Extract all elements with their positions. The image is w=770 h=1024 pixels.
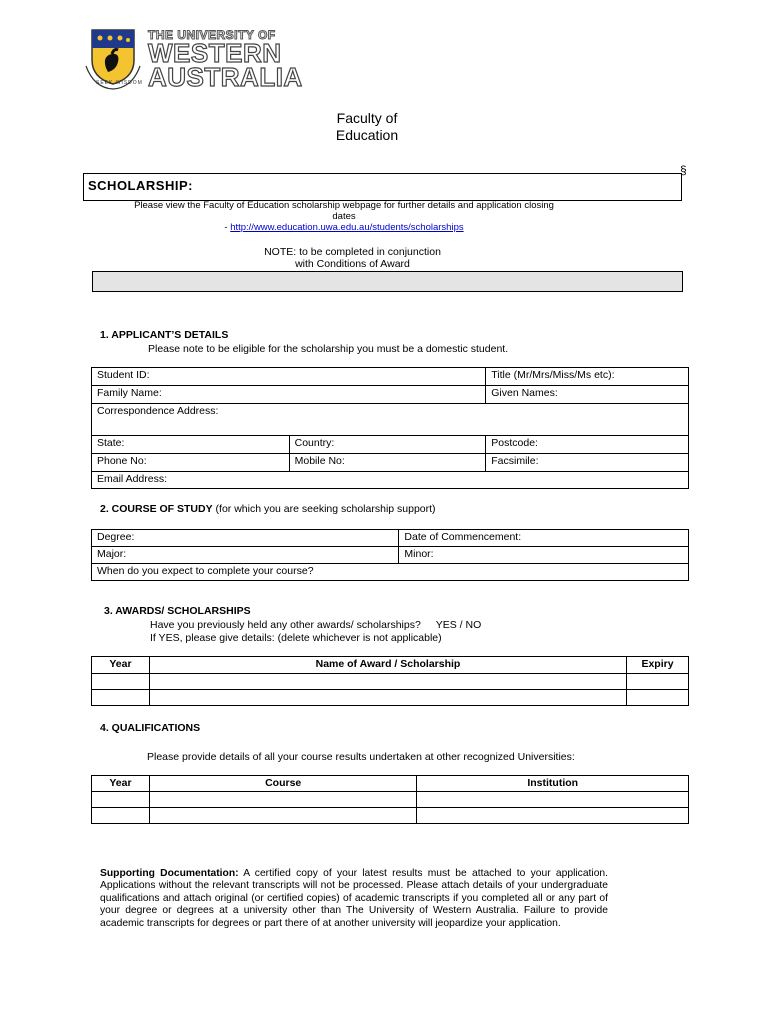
note-line2: with Conditions of Award — [295, 258, 410, 270]
table-row — [92, 808, 689, 824]
faculty-title-line2: Education — [335, 127, 399, 143]
conditions-note — [230, 246, 475, 270]
given-names-field[interactable]: Given Names: — [486, 386, 689, 404]
supporting-text: A certified copy of your latest results must be attached to your application. Applications without the relevant transcripts will not be processed. Please attach details of your undergraduate qualifications and attach original (or certified copies) of academic transcripts if you completed all or any part of your degree or degrees at a university other than The University of Western Australia. Failure to provide academic transcripts for degrees or part there of at another university will jeopardize your application. — [100, 868, 609, 929]
qual-cell[interactable] — [149, 792, 417, 808]
awards-cell[interactable] — [92, 690, 150, 706]
office-use-bar — [92, 271, 683, 292]
postcode-field[interactable]: Postcode: — [486, 436, 689, 454]
info-line1: Please view the Faculty of Education scholarship webpage for further details and application closing — [134, 200, 554, 211]
email-field[interactable]: Email Address: — [92, 472, 689, 489]
address-field[interactable]: Correspondence Address: — [92, 404, 689, 436]
student-id-field[interactable]: Student ID: — [92, 368, 486, 386]
qual-col-course: Course — [149, 776, 417, 792]
awards-col-name: Name of Award / Scholarship — [149, 657, 626, 674]
section2-heading: 2. COURSE OF STUDY — [100, 503, 213, 515]
course-of-study-table — [91, 529, 689, 581]
qual-cell[interactable] — [92, 808, 150, 824]
supporting-label: Supporting Documentation: — [100, 868, 239, 879]
awards-cell[interactable] — [149, 690, 626, 706]
applicant-details-table — [91, 367, 689, 489]
crest-motto: SEEK WISDOM — [96, 80, 143, 86]
section-mark: § — [680, 163, 687, 177]
section3-heading: 3. AWARDS/ SCHOLARSHIPS — [104, 605, 251, 617]
title-field[interactable]: Title (Mr/Mrs/Miss/Ms etc): — [486, 368, 689, 386]
awards-cell[interactable] — [627, 690, 689, 706]
awards-question-line — [150, 619, 481, 631]
major-field[interactable]: Major: — [92, 547, 399, 564]
faculty-title-line1: Faculty of — [336, 110, 398, 126]
facsimile-field[interactable]: Facsimile: — [486, 454, 689, 472]
qualifications-table — [91, 775, 689, 824]
awards-question: Have you previously held any other awards/ scholarships? — [150, 619, 421, 631]
university-name-line1: THE UNIVERSITY OF — [148, 28, 276, 42]
qual-cell[interactable] — [417, 792, 689, 808]
scholarship-webpage-link[interactable]: http://www.education.uwa.edu.au/students/scholarships — [230, 222, 464, 233]
university-name-line2: WESTERN — [148, 38, 282, 68]
table-row — [92, 792, 689, 808]
link-prefix: - — [224, 222, 231, 233]
mobile-field[interactable]: Mobile No: — [289, 454, 486, 472]
note-line1: NOTE: to be completed in conjunction — [264, 246, 441, 258]
completion-field[interactable]: When do you expect to complete your course? — [92, 564, 689, 581]
info-line2: dates — [332, 211, 356, 222]
state-field[interactable]: State: — [92, 436, 290, 454]
phone-field[interactable]: Phone No: — [92, 454, 290, 472]
qual-cell[interactable] — [92, 792, 150, 808]
country-field[interactable]: Country: — [289, 436, 486, 454]
university-name-line3: AUSTRALIA — [148, 62, 303, 92]
qual-col-institution: Institution — [417, 776, 689, 792]
scholarship-info — [112, 200, 576, 233]
table-row — [92, 690, 689, 706]
section2-heading-suffix: (for which you are seeking scholarship support) — [212, 503, 436, 515]
qual-col-year: Year — [92, 776, 150, 792]
awards-table — [91, 656, 689, 706]
commencement-field[interactable]: Date of Commencement: — [399, 530, 689, 547]
scholarship-label: SCHOLARSHIP: — [88, 178, 193, 193]
degree-field[interactable]: Degree: — [92, 530, 399, 547]
yes-no-option[interactable]: YES / NO — [435, 619, 482, 631]
awards-cell[interactable] — [627, 674, 689, 690]
awards-col-expiry: Expiry — [627, 657, 689, 674]
section4-note: Please provide details of all your course results undertaken at other recognized Universities: — [147, 751, 575, 763]
section4-heading: 4. QUALIFICATIONS — [100, 722, 201, 734]
family-name-field[interactable]: Family Name: — [92, 386, 486, 404]
faculty-title — [300, 110, 434, 144]
qual-cell[interactable] — [417, 808, 689, 824]
table-row — [92, 674, 689, 690]
minor-field[interactable]: Minor: — [399, 547, 689, 564]
section1-heading: 1. APPLICANT’S DETAILS — [100, 329, 229, 341]
supporting-documentation — [100, 868, 608, 930]
section1-note: Please note to be eligible for the scholarship you must be a domestic student. — [148, 343, 509, 355]
awards-if-yes: If YES, please give details: (delete whichever is not applicable) — [150, 632, 442, 644]
awards-cell[interactable] — [149, 674, 626, 690]
info-link-line — [112, 222, 576, 233]
section2-heading-line — [100, 503, 436, 515]
qual-cell[interactable] — [149, 808, 417, 824]
awards-cell[interactable] — [92, 674, 150, 690]
awards-col-year: Year — [92, 657, 150, 674]
